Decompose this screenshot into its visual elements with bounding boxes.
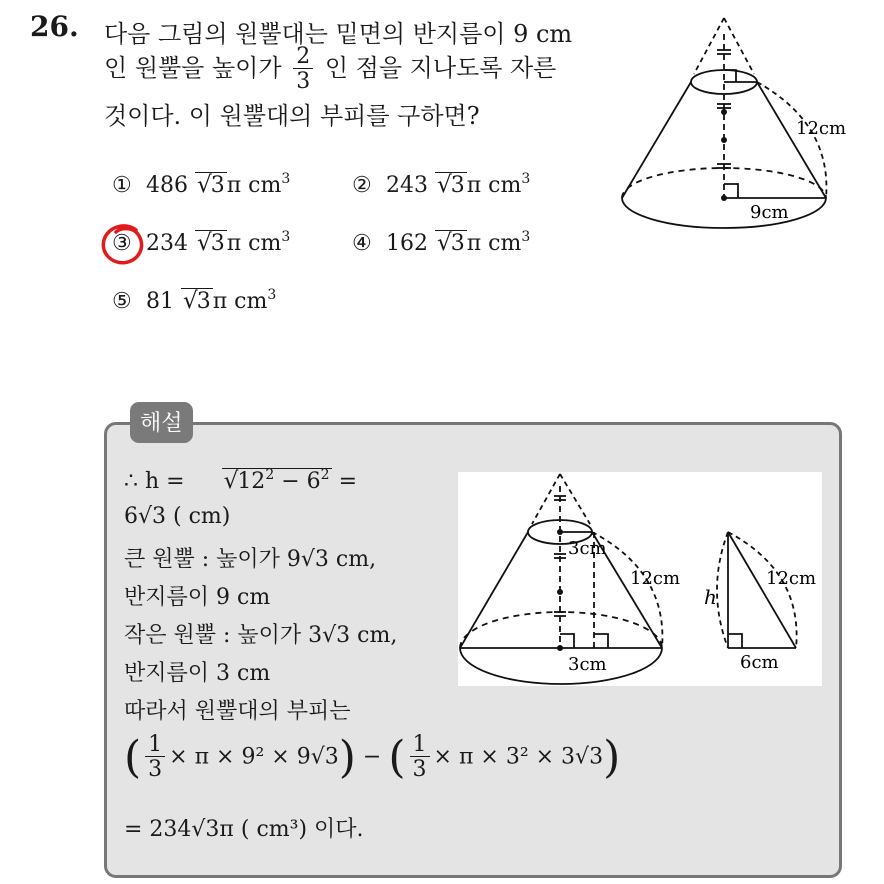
solution-line-8: ( $\frac{1}{3}$ × π × 9² × 9√3) − ( $\frac{1}{3}$ × π × 3² × 3√3) — [124, 732, 621, 783]
frustum-figure — [610, 14, 860, 244]
question-line-3: 것이다. 이 원뿔대의 부피를 구하면? — [104, 102, 480, 130]
tri-slant-label: 12cm — [766, 568, 817, 589]
frac-num: 2 — [293, 46, 313, 69]
fig-top-label: 3cm — [568, 538, 607, 559]
solution-line-6: 반지름이 3 cm — [124, 661, 271, 686]
tri-h-label: h — [704, 585, 717, 609]
solution-line-5: 작은 원뿔 : 높이가 3√3 cm, — [124, 623, 398, 648]
tri-base-label: 6cm — [740, 652, 779, 673]
question-line-2-post: 인 점을 지나도록 자른 — [324, 54, 557, 82]
choice-3[interactable]: ③ 234 √3π $cm^3$ — [112, 229, 291, 256]
solution-tag: 해설 — [130, 402, 193, 443]
choice-4[interactable]: ④ 162 √3π $cm^3$ — [352, 229, 531, 256]
choice-5[interactable]: ⑤ 81 √3π $cm^3$ — [112, 287, 277, 314]
fig-slant-label: 12cm — [630, 568, 681, 589]
radius-label: 9cm — [750, 202, 789, 223]
fig-bottom-label: 3cm — [568, 654, 607, 675]
solution-line-3: 큰 원뿔 : 높이가 9√3 cm, — [124, 547, 377, 572]
solution-figure — [458, 472, 822, 686]
choice-1[interactable]: ① 486 √3π $cm^3$ — [112, 171, 291, 198]
question-line-2 — [104, 46, 556, 93]
solution-line-9: = 234√3π ( cm³) 이다. — [124, 817, 364, 842]
choice-2[interactable]: ② 243 √3π $cm^3$ — [352, 171, 531, 198]
solution-line-2: 6√3 ( cm) — [124, 504, 231, 529]
question-line-2-pre: 인 원뿔을 높이가 — [104, 54, 282, 82]
fraction-two-thirds — [293, 46, 313, 93]
solution-figure-box — [458, 472, 822, 686]
slant-label: 12cm — [796, 118, 847, 139]
answer-circle-icon — [100, 222, 148, 268]
solution-line-1: ∴ $h = √12^2 - 6^2$ = — [124, 467, 358, 494]
question-line-1: 다음 그림의 원뿔대는 밑면의 반지름이 9 cm — [104, 20, 573, 48]
solution-line-7: 따라서 원뿔대의 부피는 — [124, 699, 351, 724]
frac-den: 3 — [296, 69, 311, 94]
question-number: 26. — [30, 10, 79, 43]
solution-line-4: 반지름이 9 cm — [124, 585, 271, 610]
